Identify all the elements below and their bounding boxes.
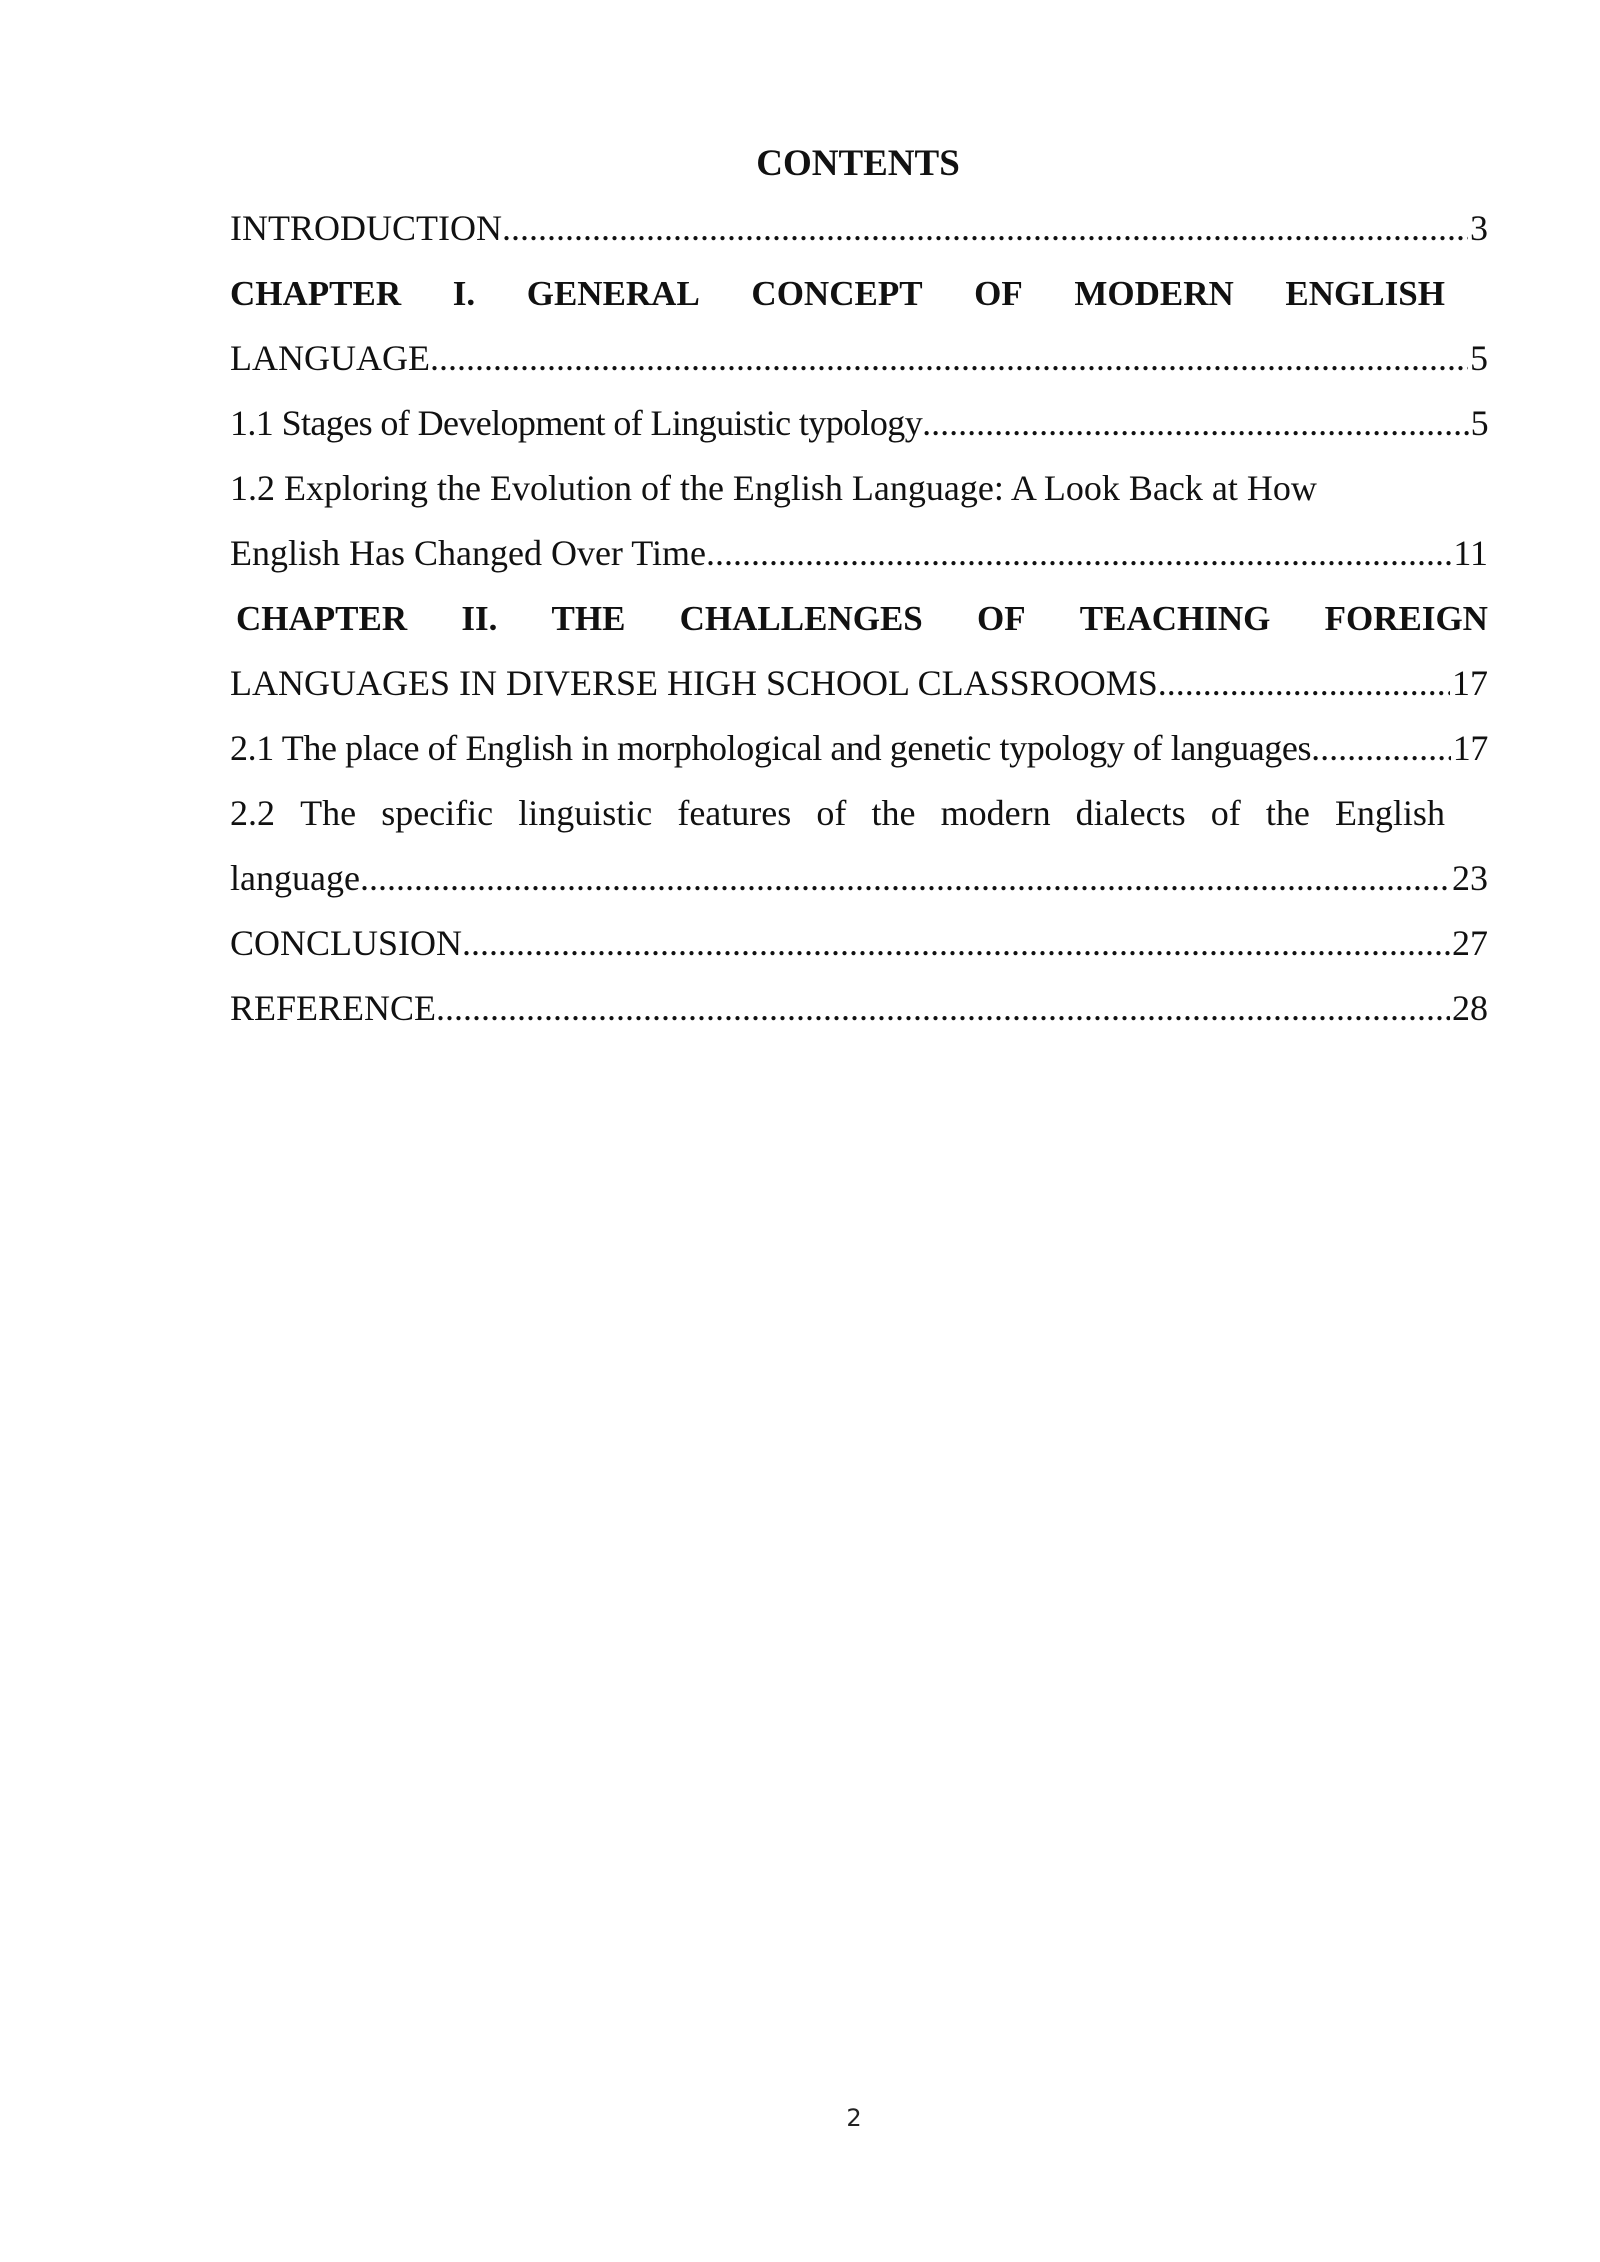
toc-entry-label: CONCLUSION [230, 923, 463, 963]
toc-entry-label: 1.1 Stages of Development of Linguistic typology [230, 403, 923, 443]
heading-word: of [1210, 793, 1241, 833]
heading-word: CONCEPT [751, 274, 923, 313]
heading-word: THE [551, 599, 626, 638]
heading-word: the [871, 793, 916, 833]
heading-word: features [677, 793, 792, 833]
toc-entry-introduction[interactable] [230, 196, 1488, 261]
heading-word: GENERAL [526, 274, 700, 313]
heading-word: modern [940, 793, 1051, 833]
dot-leader [1311, 716, 1451, 781]
toc-entry-1-2-line-1[interactable] [230, 456, 1488, 521]
toc-entry-label: REFERENCE [230, 988, 437, 1028]
heading-word: linguistic [518, 793, 653, 833]
toc-entry-label: English Has Changed Over Time [230, 533, 706, 573]
toc-entry-label: INTRODUCTION [230, 208, 502, 248]
dot-leader [706, 521, 1451, 586]
heading-word: MODERN [1074, 274, 1234, 313]
toc-chapter-2-heading[interactable] [236, 586, 1488, 651]
toc-entry-reference[interactable] [230, 976, 1488, 1041]
dot-leader [462, 911, 1450, 976]
heading-word: CHALLENGES [679, 599, 923, 638]
heading-word: OF [976, 599, 1026, 638]
toc-entry-1-1[interactable] [230, 391, 1488, 456]
toc-entry-label: 1.2 Exploring the Evolution of the English Language: A Look Back at How [230, 468, 1317, 508]
heading-word: TEACHING [1079, 599, 1271, 638]
toc-entry-label: 2.1 The place of English in morphological and genetic typology of languages [230, 728, 1312, 768]
heading-word: II. [461, 599, 498, 638]
toc-entry-page: 5 [1470, 338, 1488, 378]
toc-entry-page: 28 [1452, 988, 1488, 1028]
dot-leader [502, 196, 1468, 261]
toc-entry-language-chapter-1[interactable] [230, 326, 1488, 391]
heading-word: specific [381, 793, 494, 833]
toc-entry-label: LANGUAGES IN DIVERSE HIGH SCHOOL CLASSROOMS [230, 663, 1158, 703]
toc-entry-page: 23 [1452, 858, 1488, 898]
dot-leader [1158, 651, 1450, 716]
heading-word: ENGLISH [1285, 274, 1445, 313]
page-number: 2 [846, 2104, 862, 2132]
dot-leader [922, 391, 1468, 456]
toc-entry-page: 17 [1452, 663, 1488, 703]
toc-entry-languages-chapter-2[interactable] [230, 651, 1488, 716]
dot-leader [436, 976, 1450, 1041]
toc-entry-2-1[interactable] [230, 716, 1488, 781]
toc-entry-page: 3 [1470, 208, 1488, 248]
dot-leader [360, 846, 1450, 911]
heading-word: CHAPTER [230, 274, 402, 313]
contents-heading: CONTENTS [756, 143, 960, 184]
toc-entry-label: language [230, 858, 360, 898]
heading-word: English [1334, 793, 1445, 833]
heading-word: I. [452, 274, 476, 313]
heading-word: CHAPTER [236, 599, 408, 638]
toc-entry-2-2-line-2[interactable] [230, 846, 1488, 911]
heading-word: FOREIGN [1324, 599, 1488, 638]
toc-entry-conclusion[interactable] [230, 911, 1488, 976]
toc-entry-1-2-line-2[interactable] [230, 521, 1488, 586]
heading-word: 2.2 [230, 793, 275, 833]
toc-entry-page: 17 [1452, 728, 1488, 768]
heading-word: OF [974, 274, 1023, 313]
heading-word: dialects [1075, 793, 1186, 833]
toc-entry-page: 11 [1453, 533, 1488, 573]
toc-entry-2-2-line-1[interactable] [230, 781, 1445, 846]
toc-entry-page: 5 [1470, 403, 1488, 443]
heading-word: the [1265, 793, 1310, 833]
dot-leader [430, 326, 1468, 391]
heading-word: of [816, 793, 847, 833]
toc-entry-page: 27 [1452, 923, 1488, 963]
toc-chapter-1-heading[interactable] [230, 261, 1445, 326]
heading-word: The [300, 793, 357, 833]
toc-entry-label: LANGUAGE [230, 338, 430, 378]
